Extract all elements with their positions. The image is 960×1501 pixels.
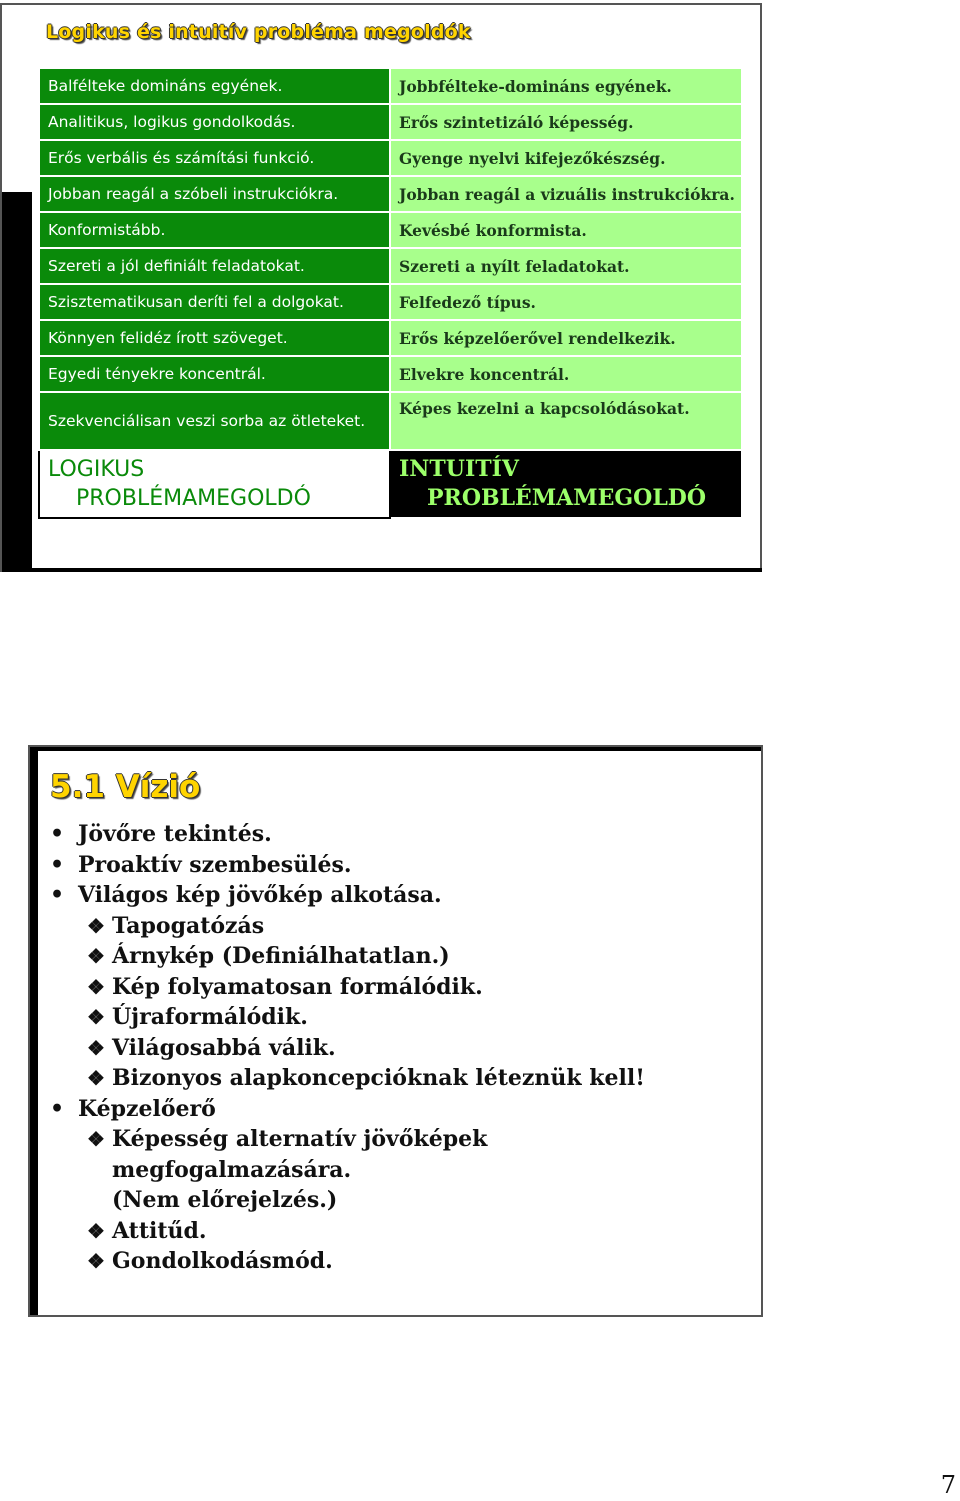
table-row bbox=[39, 68, 742, 104]
sub-list-item bbox=[48, 1246, 748, 1277]
list-item-text: Jövőre tekintés. bbox=[78, 821, 272, 847]
right-cell: Jobbfélteke-domináns egyének. bbox=[390, 68, 742, 104]
left-cell: Erős verbális és számítási funkció. bbox=[39, 140, 390, 176]
intuitive-heading bbox=[390, 450, 742, 518]
slide-title: Logikus és intuitív probléma megoldók bbox=[46, 21, 471, 43]
slide-left-bar bbox=[2, 192, 32, 572]
sub-list-item bbox=[48, 1002, 748, 1033]
left-cell: Balfélteke domináns egyének. bbox=[39, 68, 390, 104]
list-item-text: (Nem előrejelzés.) bbox=[112, 1187, 338, 1213]
table-row bbox=[39, 212, 742, 248]
logical-heading-line1: LOGIKUS bbox=[48, 457, 145, 482]
right-cell: Felfedező típus. bbox=[390, 284, 742, 320]
right-cell: Erős szintetizáló képesség. bbox=[390, 104, 742, 140]
table-row bbox=[39, 176, 742, 212]
list-item bbox=[48, 880, 748, 911]
table-heading-row bbox=[39, 450, 742, 518]
left-cell: Szekvenciálisan veszi sorba az ötleteket. bbox=[39, 392, 390, 450]
slide-title: 5.1 Vízió bbox=[50, 769, 201, 805]
logical-heading bbox=[39, 450, 390, 518]
comparison-table bbox=[38, 67, 743, 519]
vision-list bbox=[48, 819, 748, 1277]
list-item-text: megfogalmazására. bbox=[112, 1156, 352, 1183]
slide-left-bar bbox=[30, 747, 38, 1315]
list-item-text: Attitűd. bbox=[112, 1217, 207, 1244]
left-cell: Egyedi tényekre koncentrál. bbox=[39, 356, 390, 392]
left-cell: Konformistább. bbox=[39, 212, 390, 248]
right-cell: Gyenge nyelvi kifejezőkészség. bbox=[390, 140, 742, 176]
diamond-bullet-icon: ❖ bbox=[87, 1005, 105, 1029]
sub-list-item bbox=[48, 941, 748, 972]
sub-list-item bbox=[48, 1216, 748, 1247]
list-item-text: Világos kép jövőkép alkotása. bbox=[78, 882, 442, 908]
right-cell: Jobban reagál a vizuális instrukciókra. bbox=[390, 176, 742, 212]
left-cell: Szereti a jól definiált feladatokat. bbox=[39, 248, 390, 284]
list-item-text: Tapogatózás bbox=[112, 912, 265, 939]
sub-list-item bbox=[48, 911, 748, 942]
list-item bbox=[48, 850, 748, 881]
intuitive-heading-line2: PROBLÉMAMEGOLDÓ bbox=[427, 485, 707, 511]
diamond-bullet-icon: ❖ bbox=[87, 1218, 105, 1243]
slide-top-bar bbox=[30, 747, 761, 751]
sub-list-item bbox=[48, 972, 748, 1003]
list-item-text: Világosabbá válik. bbox=[112, 1034, 336, 1061]
diamond-bullet-icon: ❖ bbox=[87, 1066, 105, 1090]
left-cell: Könnyen felidéz írott szöveget. bbox=[39, 320, 390, 356]
list-item-text: Gondolkodásmód. bbox=[112, 1248, 333, 1274]
table-row bbox=[39, 284, 742, 320]
diamond-bullet-icon: ❖ bbox=[87, 1249, 105, 1273]
right-cell: Kevésbé konformista. bbox=[390, 212, 742, 248]
diamond-bullet-icon: ❖ bbox=[87, 1035, 105, 1060]
list-item-text: Kép folyamatosan formálódik. bbox=[112, 973, 483, 1000]
table-row bbox=[39, 392, 742, 450]
list-item-text: Bizonyos alapkoncepcióknak léteznük kell! bbox=[112, 1065, 645, 1091]
right-cell: Erős képzelőerővel rendelkezik. bbox=[390, 320, 742, 356]
page-number: 7 bbox=[940, 1471, 956, 1499]
table-row bbox=[39, 320, 742, 356]
list-item-text: Proaktív szembesülés. bbox=[78, 851, 352, 878]
slide-vision bbox=[28, 745, 763, 1317]
table-row bbox=[39, 104, 742, 140]
sub-list-continuation bbox=[48, 1155, 748, 1186]
list-item-text: Újraformálódik. bbox=[112, 1004, 308, 1030]
list-item bbox=[48, 1094, 748, 1125]
slide-bottom-bar bbox=[2, 568, 762, 572]
right-cell: Szereti a nyílt feladatokat. bbox=[390, 248, 742, 284]
sub-list-item bbox=[48, 1124, 748, 1155]
table-row bbox=[39, 356, 742, 392]
right-cell: Elvekre koncentrál. bbox=[390, 356, 742, 392]
table-row bbox=[39, 248, 742, 284]
left-cell: Szisztematikusan deríti fel a dolgokat. bbox=[39, 284, 390, 320]
sub-list-item bbox=[48, 1063, 748, 1094]
diamond-bullet-icon: ❖ bbox=[87, 974, 105, 999]
sub-list-continuation bbox=[48, 1185, 748, 1216]
table-row bbox=[39, 140, 742, 176]
left-cell: Analitikus, logikus gondolkodás. bbox=[39, 104, 390, 140]
left-cell: Jobban reagál a szóbeli instrukciókra. bbox=[39, 176, 390, 212]
list-item-text: Képzelőerő bbox=[78, 1095, 216, 1122]
diamond-bullet-icon: ❖ bbox=[87, 1127, 105, 1151]
list-item-text: Képesség alternatív jövőképek bbox=[112, 1126, 488, 1152]
intuitive-heading-line1: INTUITÍV bbox=[399, 456, 519, 482]
diamond-bullet-icon: ❖ bbox=[87, 913, 105, 938]
logical-heading-line2: PROBLÉMAMEGOLDÓ bbox=[76, 486, 311, 511]
sub-list-item bbox=[48, 1033, 748, 1064]
diamond-bullet-icon: ❖ bbox=[87, 944, 105, 968]
list-item-text: Árnykép (Definiálhatatlan.) bbox=[112, 943, 450, 969]
right-cell: Képes kezelni a kapcsolódásokat. bbox=[390, 392, 742, 450]
list-item bbox=[48, 819, 748, 850]
slide-logical-vs-intuitive bbox=[0, 3, 762, 572]
